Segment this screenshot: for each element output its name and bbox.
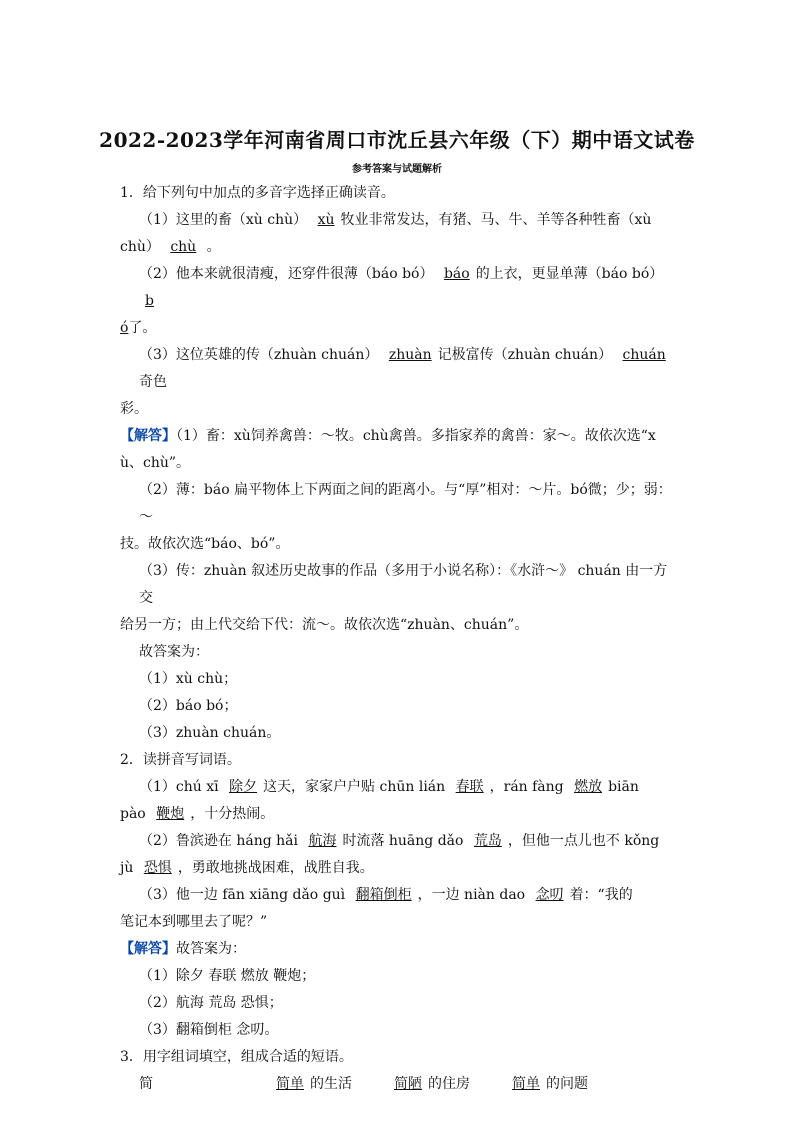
exam-content — [120, 180, 676, 1098]
answer-tag: 【解答】 — [120, 941, 176, 957]
q1-final-1: （1）xù chù； — [139, 671, 238, 687]
answer-blank: 简陋 — [394, 1076, 422, 1092]
answer-blank: 鞭炮 — [156, 806, 185, 822]
q2-final-2: （2）航海 荒岛 恐惧； — [139, 995, 283, 1011]
q1-sentence-2-cont: ó了。 — [120, 320, 157, 336]
answer-blank: chù — [170, 239, 197, 255]
answer-blank: 春联 — [455, 779, 484, 795]
question-1-stem: 1．给下列句中加点的多音字选择正确读音。 — [120, 185, 395, 201]
answer-blank: zhuàn — [388, 347, 432, 363]
q2-line-2-cont: jù 恐惧 ，勇敢地挑战困难，战胜自我。 — [120, 860, 374, 876]
q1-answer-3-cont: 给另一方；由上代交给下代：流～。故依次选“zhuàn、chuán”。 — [120, 617, 529, 633]
q3-char: 简 — [139, 1076, 153, 1092]
answer-blank: 燃放 — [574, 779, 603, 795]
answer-blank: 翻箱倒柜 — [355, 887, 412, 903]
q1-sentence-3-cont: 彩。 — [120, 401, 148, 417]
answer-blank: xù — [317, 212, 335, 228]
q1-final-3: （3）zhuàn chuán。 — [139, 725, 281, 741]
q1-sentence-2: （2）他本来就很清瘦，还穿件很薄（báo bó） báo 的上衣，更显单薄（báo bó） b — [139, 266, 664, 309]
q1-answer-1: 【解答】（1）畜：xù饲养禽兽：～牧。chù禽兽。多指家养的禽兽：家～。故依次选“x — [120, 428, 656, 444]
q1-answer-2-cont: 技。故依次选“báo、bó”。 — [120, 536, 290, 552]
page-subtitle: 参考答案与试题解析 — [352, 164, 442, 175]
q2-line-2: （2）鲁滨逊在 háng hǎi 航海 时流落 huāng dǎo 荒岛 ，但他一点儿也不 kǒng — [139, 833, 660, 849]
q1-final-2: （2）báo bó； — [139, 698, 238, 714]
q2-line-3: （3）他一边 fān xiāng dǎo guì 翻箱倒柜 ，一边 niàn dao 念叨 着：“我的 — [139, 887, 633, 903]
q2-line-1: （1）chú xī 除夕 这天，家家户户贴 chūn lián 春联 ，rán fàng 燃放 biān — [139, 779, 639, 795]
answer-blank: b — [145, 293, 154, 309]
q2-final-3: （3）翻箱倒柜 念叨。 — [139, 1022, 279, 1038]
answer-blank: 荒岛 — [473, 833, 502, 849]
q2-line-3-cont: 笔记本到哪里去了呢？” — [120, 914, 268, 930]
q1-answer-3: （3）传：zhuàn 叙述历史故事的作品（多用于小说名称）：《水浒～》 chuán 由一方交 — [139, 563, 668, 606]
q1-answer-1-cont: ù、chù”。 — [120, 455, 191, 471]
q2-final-1: （1）除夕 春联 燃放 鞭炮； — [139, 968, 316, 984]
q1-sentence-1-cont: chù） chù 。 — [120, 239, 221, 255]
answer-blank: 除夕 — [229, 779, 258, 795]
answer-blank: 念叨 — [535, 887, 564, 903]
answer-blank: 恐惧 — [143, 860, 172, 876]
question-2-stem: 2．读拼音写词语。 — [120, 752, 241, 768]
question-3-stem: 3．用字组词填空，组成合适的短语。 — [120, 1049, 353, 1065]
answer-blank: 简单 — [512, 1076, 540, 1092]
answer-blank: 航海 — [308, 833, 337, 849]
page-title: 2022-2023学年河南省周口市沈丘县六年级（下）期中语文试卷 — [99, 128, 695, 152]
q3-row: 简 简单 的生活 简陋 的住房 简单 的问题 — [120, 1071, 676, 1098]
q2-answer: 【解答】故答案为： — [120, 941, 246, 957]
q1-answer-2: （2）薄：báo 扁平物体上下两面之间的距离小。与“厚”相对：～片。bó微；少；弱：～ — [139, 482, 672, 525]
q1-sentence-1: （1）这里的畜（xù chù） xù 牧业非常发达，有猪、马、牛、羊等各种牲畜（xù — [139, 212, 652, 228]
q1-sentence-3: （3）这位英雄的传（zhuàn chuán） zhuàn 记极富传（zhuàn chuán） chuán奇色 — [120, 342, 676, 396]
q2-line-1-cont: pào 鞭炮 ，十分热闹。 — [120, 806, 275, 822]
answer-blank: ó — [120, 320, 129, 336]
answer-blank: chuán — [622, 347, 666, 363]
answer-tag: 【解答】 — [120, 428, 176, 444]
q1-final-label: 故答案为： — [139, 644, 209, 660]
answer-blank: 简单 — [276, 1076, 304, 1092]
answer-blank: báo — [443, 266, 470, 282]
